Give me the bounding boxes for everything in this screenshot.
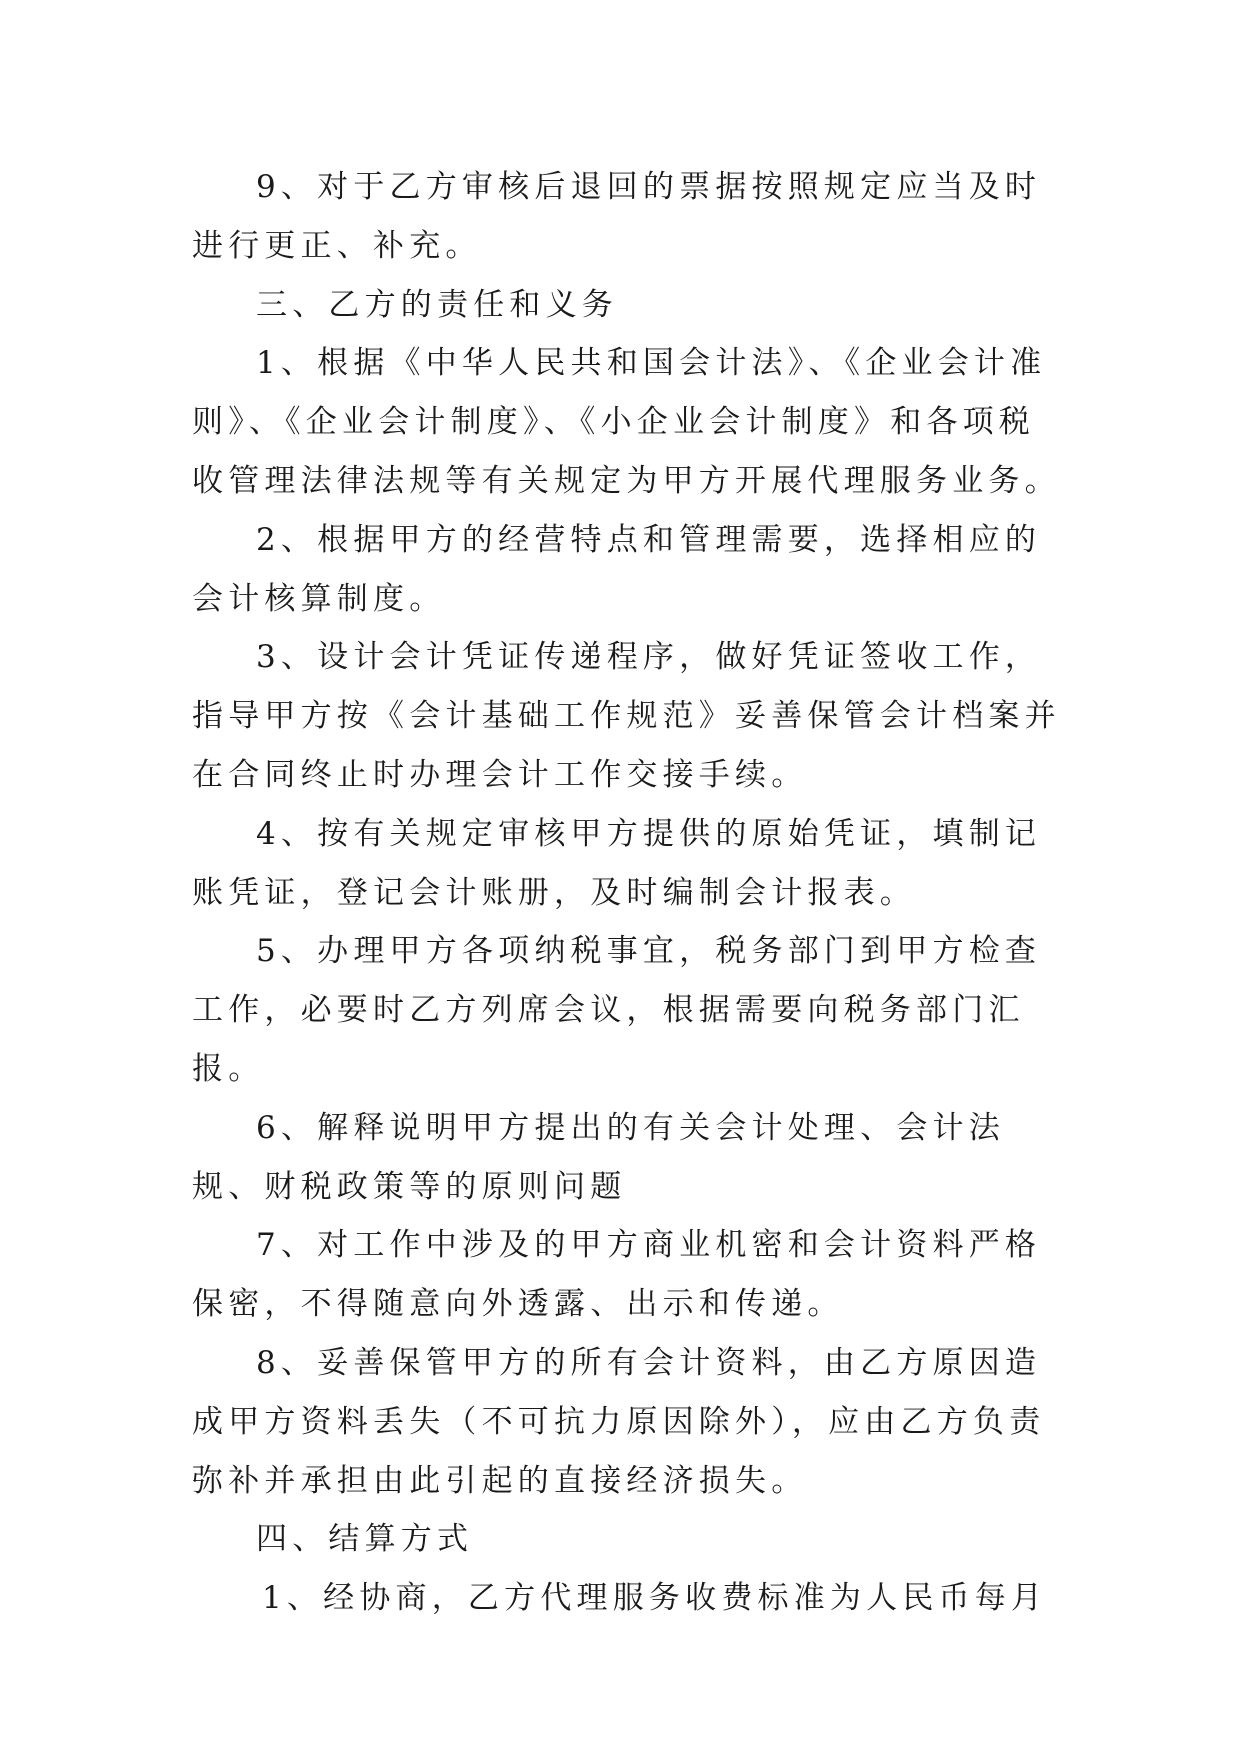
clause-b4-paragraph: 4、按有关规定审核甲方提供的原始凭证，填制记账凭证，登记会计账册，及时编制会计报表。	[192, 815, 1042, 911]
section-three-heading: 三、乙方的责任和义务	[256, 286, 618, 323]
clause-b8-paragraph: 8、妥善保管甲方的所有会计资料，由乙方原因造成甲方资料丢失（不可抗力原因除外），应由乙方负责弥补并承担由此引起的直接经济损失。	[192, 1344, 1046, 1499]
clause-b5-paragraph: 5、办理甲方各项纳税事宜，税务部门到甲方检查工作，必要时乙方列席会议，根据需要向税务部门汇报。	[192, 933, 1042, 1087]
clause-b7-paragraph: 7、对工作中涉及的甲方商业机密和会计资料严格保密，不得随意向外透露、出示和传递。	[192, 1227, 1042, 1323]
clause-a9-paragraph: 9、对于乙方审核后退回的票据按照规定应当及时进行更正、补充。	[192, 169, 1042, 264]
clause-b2-paragraph: 2、根据甲方的经营特点和管理需要，选择相应的会计核算制度。	[192, 521, 1042, 617]
clause-b6-paragraph: 6、解释说明甲方提出的有关会计处理、会计法规、财税政策等的原则问题	[192, 1109, 1005, 1205]
section-four-heading: 四、结算方式	[256, 1521, 474, 1558]
clause-c1-paragraph: 1、经协商，乙方代理服务收费标准为人民币每月	[262, 1580, 1048, 1617]
clause-b3-paragraph: 3、设计会计凭证传递程序，做好凭证签收工作，指导甲方按《会计基础工作规范》妥善保管会计档案并在合同终止时办理会计工作交接手续。	[192, 639, 1061, 793]
document-body	[192, 158, 1064, 1628]
clause-b1-paragraph: 1、根据《中华人民共和国会计法》、《企业会计准则》、《企业会计制度》、《小企业会计制度》和各项税收管理法律法规等有关规定为甲方开展代理服务业务。	[192, 345, 1061, 499]
